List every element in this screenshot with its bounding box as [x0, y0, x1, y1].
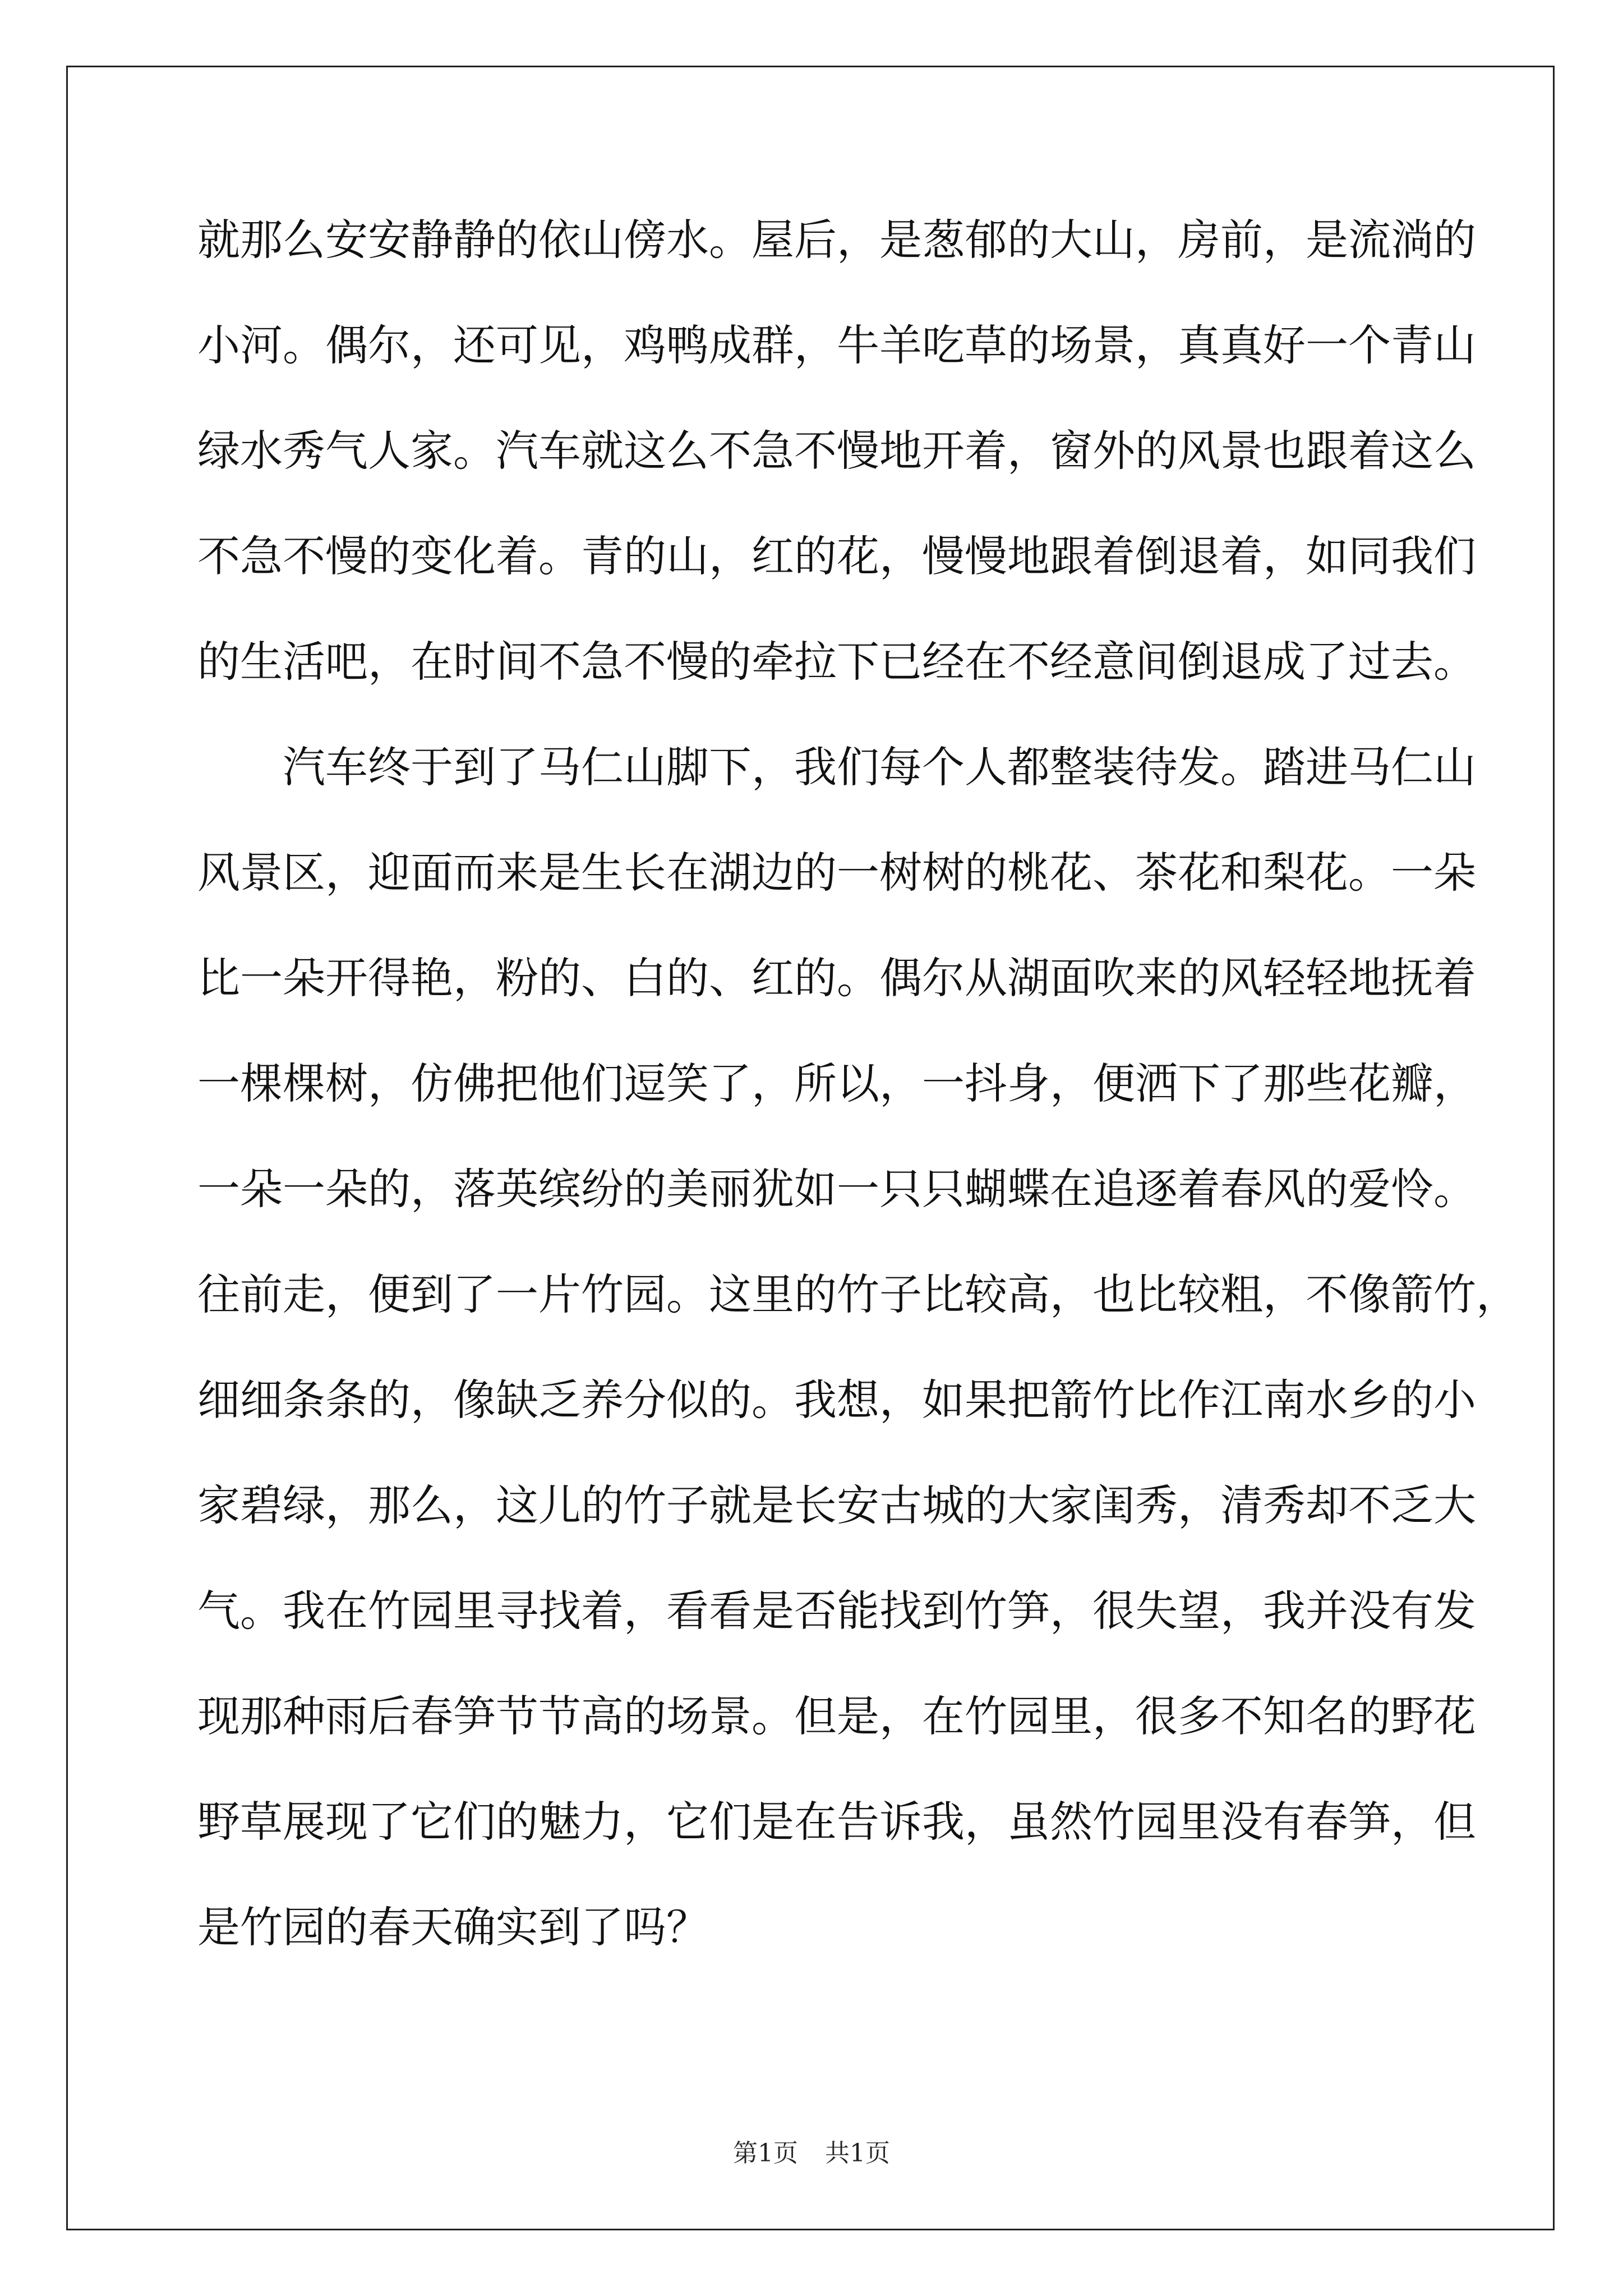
page-footer [0, 2133, 1623, 2169]
text-line: 细细条条的，像缺乏养分似的。我想，如果把箭竹比作江南水乡的小 [197, 1375, 1476, 1425]
text-line: 现那种雨后春笋节节高的场景。但是，在竹园里，很多不知名的野花 [197, 1691, 1476, 1741]
text-line: 一棵棵树，仿佛把他们逗笑了，所以，一抖身，便洒下了那些花瓣， [197, 1059, 1476, 1108]
text-line: 野草展现了它们的魅力，它们是在告诉我，虽然竹园里没有春笋，但 [197, 1797, 1476, 1847]
text-line: 是竹园的春天确实到了吗？ [197, 1902, 709, 1952]
text-line: 绿水秀气人家。汽车就这么不急不慢地开着，窗外的风景也跟着这么 [197, 426, 1476, 476]
text-line: 一朵一朵的，落英缤纷的美丽犹如一只只蝴蝶在追逐着春风的爱怜。 [197, 1164, 1476, 1214]
text-line: 气。我在竹园里寻找着，看看是否能找到竹笋，很失望，我并没有发 [197, 1586, 1476, 1636]
text-line: 不急不慢的变化着。青的山，红的花，慢慢地跟着倒退着，如同我们 [197, 531, 1476, 581]
text-line: 就那么安安静静的依山傍水。屋后，是葱郁的大山，房前，是流淌的 [197, 215, 1476, 265]
text-line: 家碧绿，那么，这儿的竹子就是长安古城的大家闺秀，清秀却不乏大 [197, 1480, 1476, 1530]
text-line: 往前走，便到了一片竹园。这里的竹子比较高，也比较粗，不像箭竹， [197, 1269, 1519, 1319]
page-total: 共1页 [825, 2139, 890, 2168]
text-line: 的生活吧，在时间不急不慢的牵拉下已经在不经意间倒退成了过去。 [197, 637, 1476, 687]
text-line: 风景区，迎面而来是生长在湖边的一树树的桃花、茶花和梨花。一朵 [197, 848, 1476, 898]
page-number: 第1页 [733, 2139, 798, 2168]
paragraph-first-line: 汽车终于到了马仁山脚下，我们每个人都整装待发。踏进马仁山 [283, 742, 1476, 792]
text-line: 比一朵开得艳，粉的、白的、红的。偶尔从湖面吹来的风轻轻地抚着 [197, 953, 1476, 1003]
body-text [197, 215, 1519, 2012]
text-line: 小河。偶尔，还可见，鸡鸭成群，牛羊吃草的场景，真真好一个青山 [197, 320, 1476, 370]
